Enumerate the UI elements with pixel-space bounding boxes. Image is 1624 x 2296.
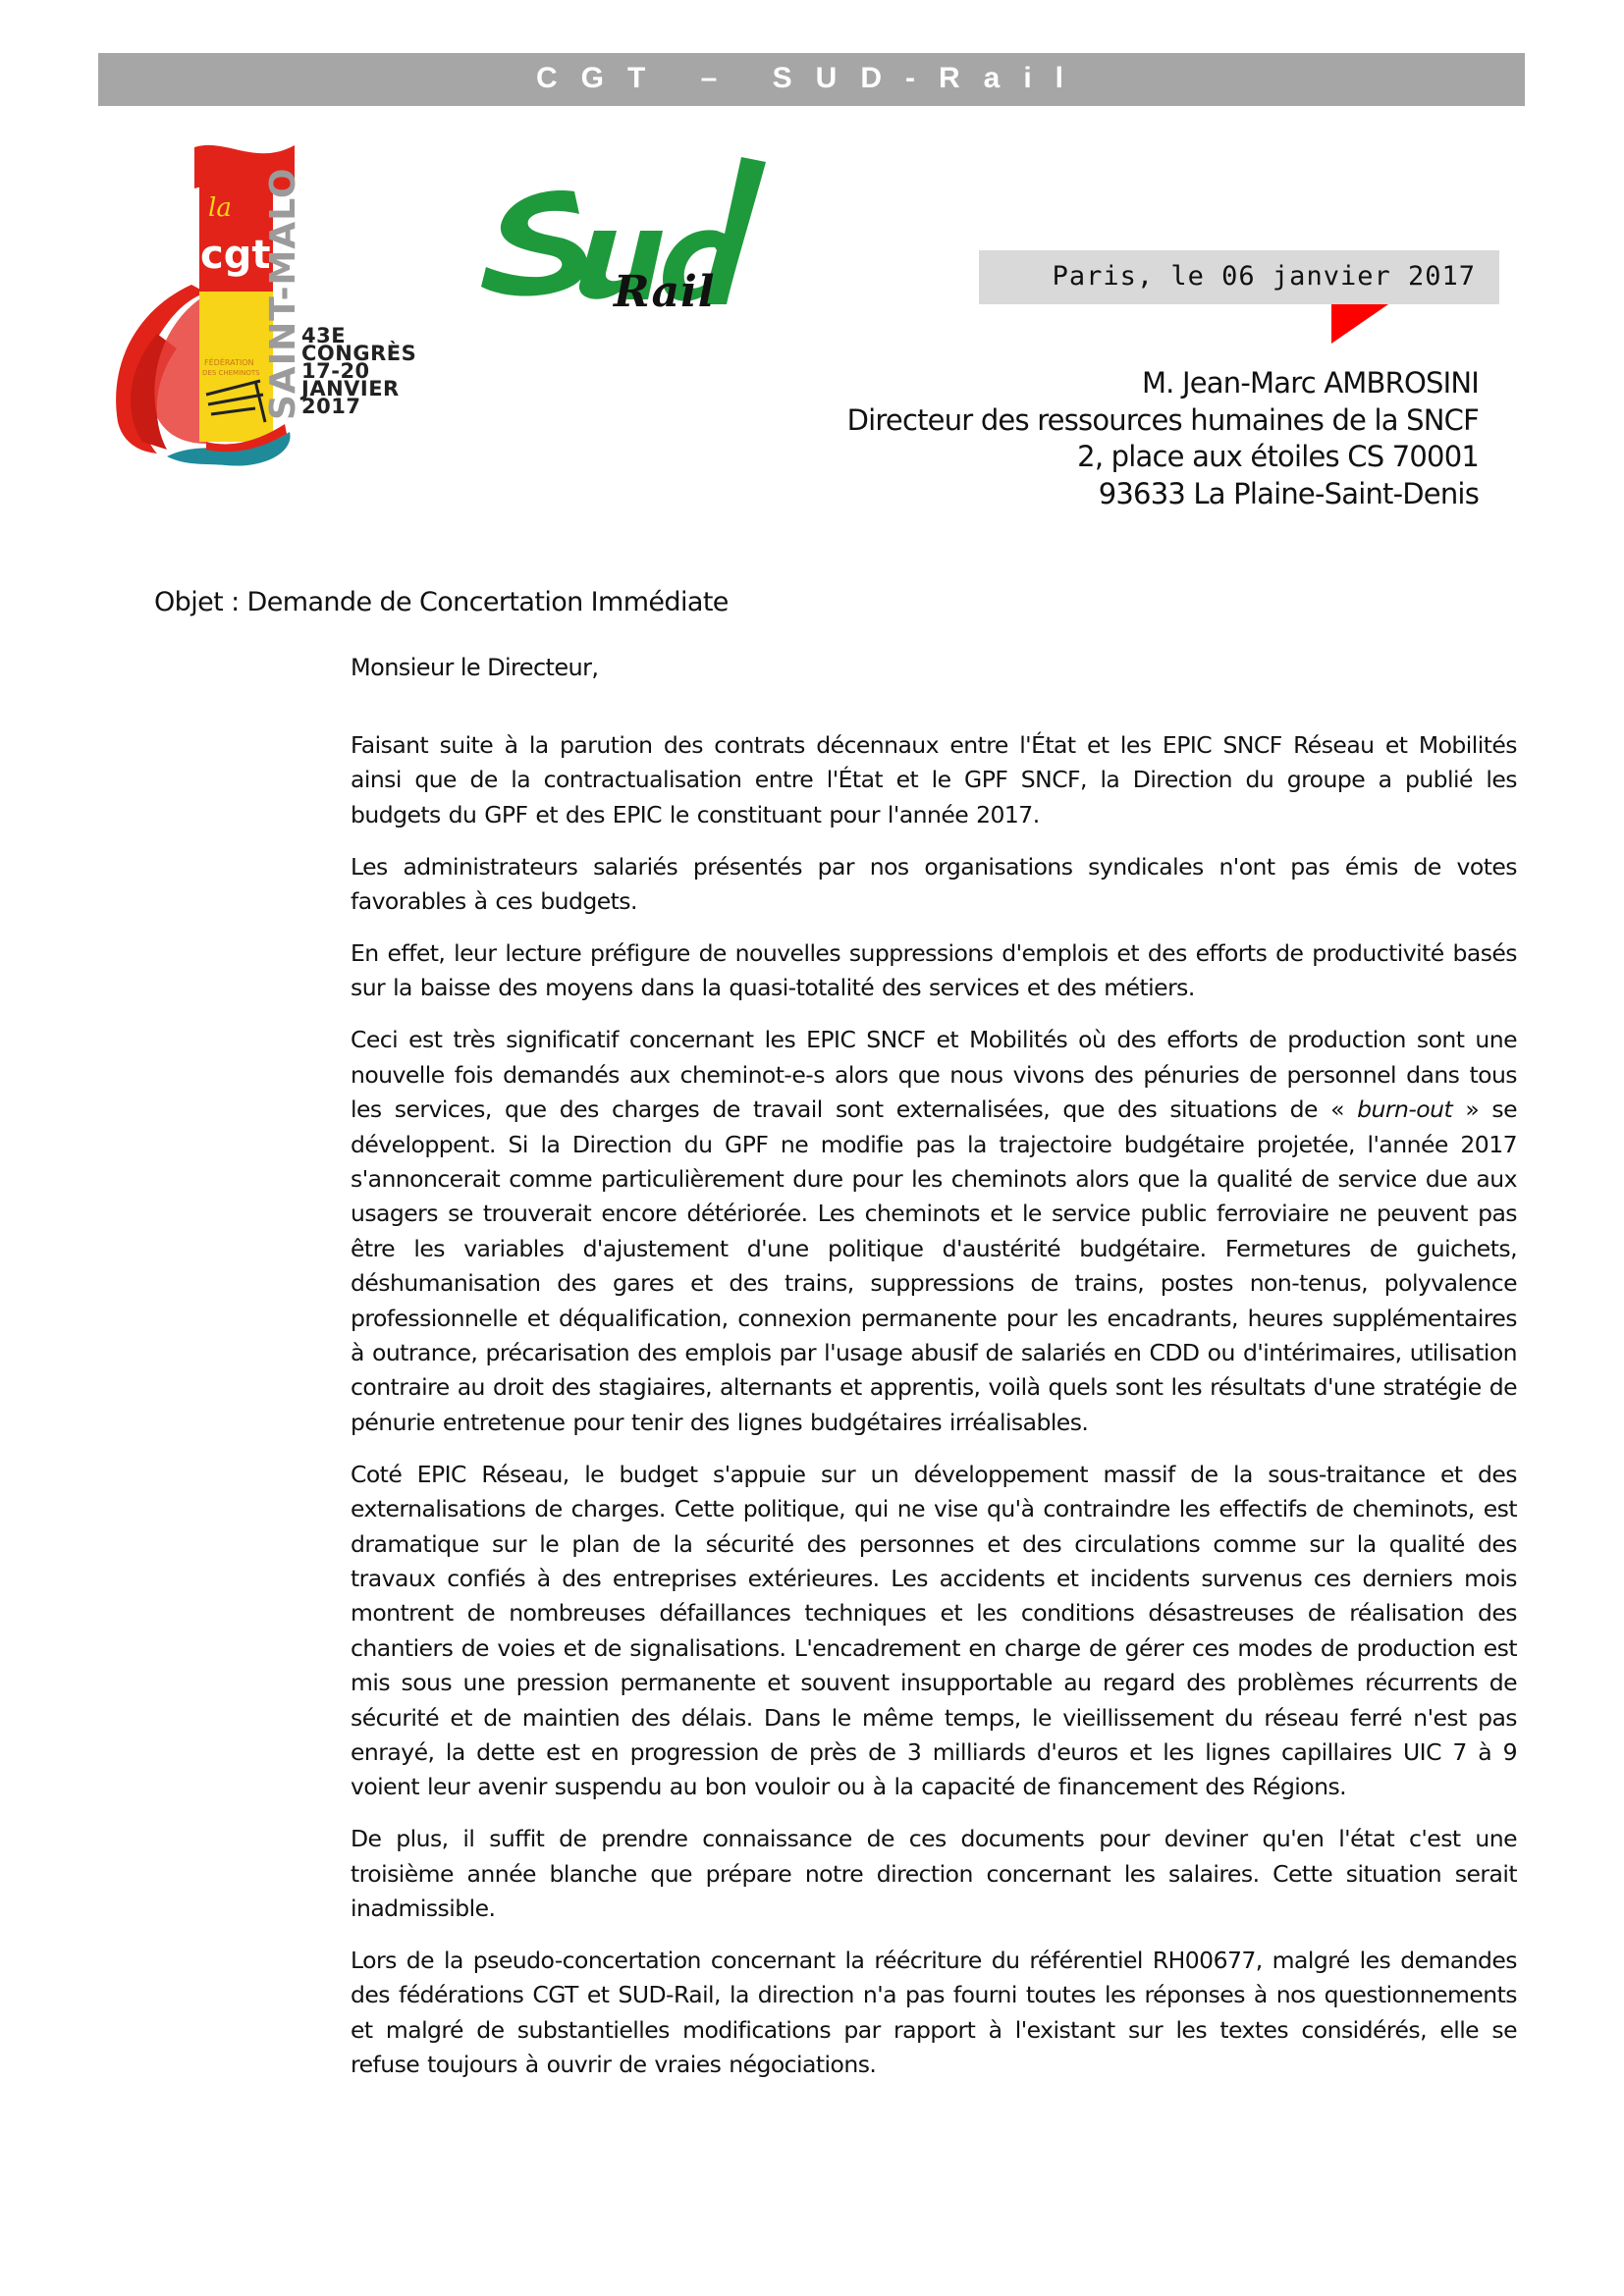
letter-body <box>351 728 1517 2100</box>
cgt-flag-icon <box>98 137 422 471</box>
congress-line: 17-20 <box>301 359 370 383</box>
congress-line: 43E <box>301 324 347 347</box>
paragraph: Coté EPIC Réseau, le budget s'appuie sur un développement massif de la sous-traitance et des externalisations de charges. Cette politique, qui ne vise qu'à contraindre les effectifs de cheminots, est dramatique sur le plan de la sécurité des personnes et des circulations comme sur la qualité des travaux confiés à des entreprises extérieures. Les accidents et incidents survenus ces derniers mois montrent de nombreuses défaillances techniques et les conditions désastreuses de réalisation des chantiers de voies et de signalisations. L'encadrement en charge de gérer ces modes de production est mis sous une pression permanente et souvent insupportable au regard des problèmes récurrents de sécurité et de maintien des délais. Dans le même temps, le vieillissement du réseau ferré n'est pas enrayé, la dette est en progression de près de 3 milliards d'euros et les lignes capillaires UIC 7 à 9 voient leur avenir suspendu au bon vouloir ou à la capacité de financement des Régions. <box>351 1460 1517 1801</box>
congress-info <box>301 324 417 418</box>
header-title: CGT – SUD-Rail <box>535 62 1088 94</box>
paragraph: Les administrateurs salariés présentés par nos organisations syndicales n'ont pas émis de votes favorables à ces budgets. <box>351 852 1517 916</box>
letter-subject: Objet : Demande de Concertation Immédiate <box>154 587 729 617</box>
congress-line: CONGRÈS <box>301 342 417 365</box>
recipient-name: M. Jean-Marc AMBROSINI <box>1141 366 1479 400</box>
paragraph-text: Ceci est très significatif concernant les EPIC SNCF et Mobilités où des efforts de production sont une nouvelle fois demandés aux cheminot-e-s alors que nous vivons des pénuries de personnel dans tous les services, que des charges de travail sont externalisées, que des situations de « <box>351 1026 1517 1124</box>
header-bar <box>98 53 1525 106</box>
salutation: Monsieur le Directeur, <box>351 654 599 681</box>
cgt-congress-logo <box>98 137 422 471</box>
svg-text:la: la <box>208 193 232 223</box>
recipient-title: Directeur des ressources humaines de la SNCF <box>846 402 1479 437</box>
sud-rail-subtitle: Rail <box>614 267 716 317</box>
paragraph: En effet, leur lecture préfigure de nouvelles suppressions d'emplois et des efforts de productivité basés sur la baisse des moyens dans la quasi-totalité des services et des métiers. <box>351 939 1517 1002</box>
date-box <box>979 250 1499 304</box>
paragraph: Faisant suite à la parution des contrats décennaux entre l'État et les EPIC SNCF Réseau et Mobilités ainsi que de la contractualisation entre l'État et le GPF SNCF, la Direction du groupe a publié les budgets du GPF et des EPIC le constituant pour l'année 2017. <box>351 731 1517 828</box>
letter-date: Paris, le 06 janvier 2017 <box>1052 261 1476 292</box>
paragraph: Lors de la pseudo-concertation concernant la réécriture du référentiel RH00677, malgré les demandes des fédérations CGT et SUD-Rail, la direction n'a pas fourni toutes les réponses à nos questionnements et malgré de substantielles modifications par rapport à l'existant sur les textes considérés, elle se refuse toujours à ouvrir de vraies négociations. <box>351 1947 1517 2079</box>
congress-line: JANVIER <box>301 377 400 400</box>
recipient-city: 93633 La Plaine-Saint-Denis <box>1098 476 1479 510</box>
svg-text:FÉDÉRATION: FÉDÉRATION <box>204 358 254 367</box>
recipient-address <box>847 365 1479 512</box>
paragraph: De plus, il suffit de prendre connaissance de ces documents pour deviner qu'en l'état c'est une troisième année blanche que prépare notre direction concernant les salaires. Cette situation serait inadmissible. <box>351 1825 1517 1923</box>
paragraph-text: » se développent. Si la Direction du GPF ne modifie pas la trajectoire budgétaire projetée, l'année 2017 s'annoncerait comme particulièrement dure pour les cheminots alors que la qualité de service due aux usagers se trouverait encore détériorée. Les cheminots et le service public ferroviaire ne peuvent pas être les variables d'ajustement d'une politique d'austérité budgétaire. Fermetures de guichets, déshumanisation des gares et des trains, suppressions de trains, postes non-tenus, polyvalence professionnelle et déqualification, connexion permanente pour les encadrants, heures supplémentaires à outrance, précarisation des emplois par l'usage abusif de salariés en CDD ou d'intérimaires, utilisation contraire au droit des stagiaires, alternants et apprentis, voilà quels sont les résultats d'une stratégie de pénurie entretenue pour tenir des lignes budgétaires irréalisables. <box>351 1095 1517 1436</box>
paragraph <box>351 1023 1517 1440</box>
recipient-street: 2, place aux étoiles CS 70001 <box>1077 440 1479 473</box>
saint-malo-text: SAINT-MALO <box>263 167 303 420</box>
red-flag-icon <box>1331 304 1388 344</box>
svg-text:DES CHEMINOTS: DES CHEMINOTS <box>202 369 260 377</box>
italic-term: burn-out <box>1357 1095 1453 1124</box>
svg-text:cgt: cgt <box>200 233 271 278</box>
congress-line: 2017 <box>301 395 361 418</box>
